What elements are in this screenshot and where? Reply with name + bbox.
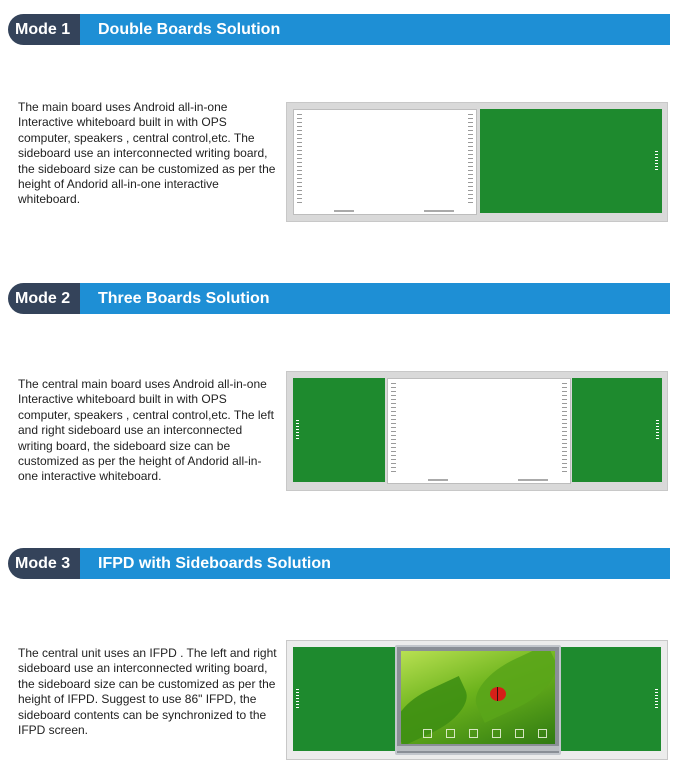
mode-1-description: The main board uses Android all-in-one Interactive whiteboard built in with OPS computer, speakers , central control,etc. The sideboard use an interconnected writing board, the sideboard size can be customized as per the height of Andorid all-in-one interactive whiteboard. [18,100,276,207]
mode-2-title: Three Boards Solution [80,283,670,314]
mode-1-tab: Mode 1 [8,14,84,45]
mode-2-tab: Mode 2 [8,283,84,314]
main-whiteboard [293,109,477,215]
mode-1-header [8,14,670,45]
left-sideboard [293,378,385,482]
mode-3-tab: Mode 3 [8,548,84,579]
mode-3-header [8,548,670,579]
central-whiteboard [387,378,571,484]
ifpd-screen [401,651,555,744]
mode-3-title: IFPD with Sideboards Solution [80,548,670,579]
sideboard [480,109,662,213]
app-icons [423,729,555,738]
mode-1-title: Double Boards Solution [80,14,670,45]
mode-1-board-image [286,102,668,222]
mode-3-description: The central unit uses an IFPD . The left and right sideboard use an interconnected writing board, the sideboard size can be customized as per the height of IFPD. Suggest to use 86" IFPD, the sideboard contents can be synchronized to the IFPD screen. [18,646,277,738]
right-sideboard [557,647,661,751]
mode-2-description: The central main board uses Android all-in-one Interactive whiteboard built in with OPS computer, speakers , central control,etc. The left and right sideboard use an interconnected writing board, the sideboard size can be customized as per the height of Andorid all-in-one interactive whiteboard. [18,377,274,484]
right-sideboard [572,378,662,482]
mode-3-board-image [286,640,668,760]
ladybug-icon [490,687,506,701]
mode-2-board-image [286,371,668,491]
left-sideboard [293,647,397,751]
mode-2-header [8,283,670,314]
ifpd-display [395,645,561,755]
